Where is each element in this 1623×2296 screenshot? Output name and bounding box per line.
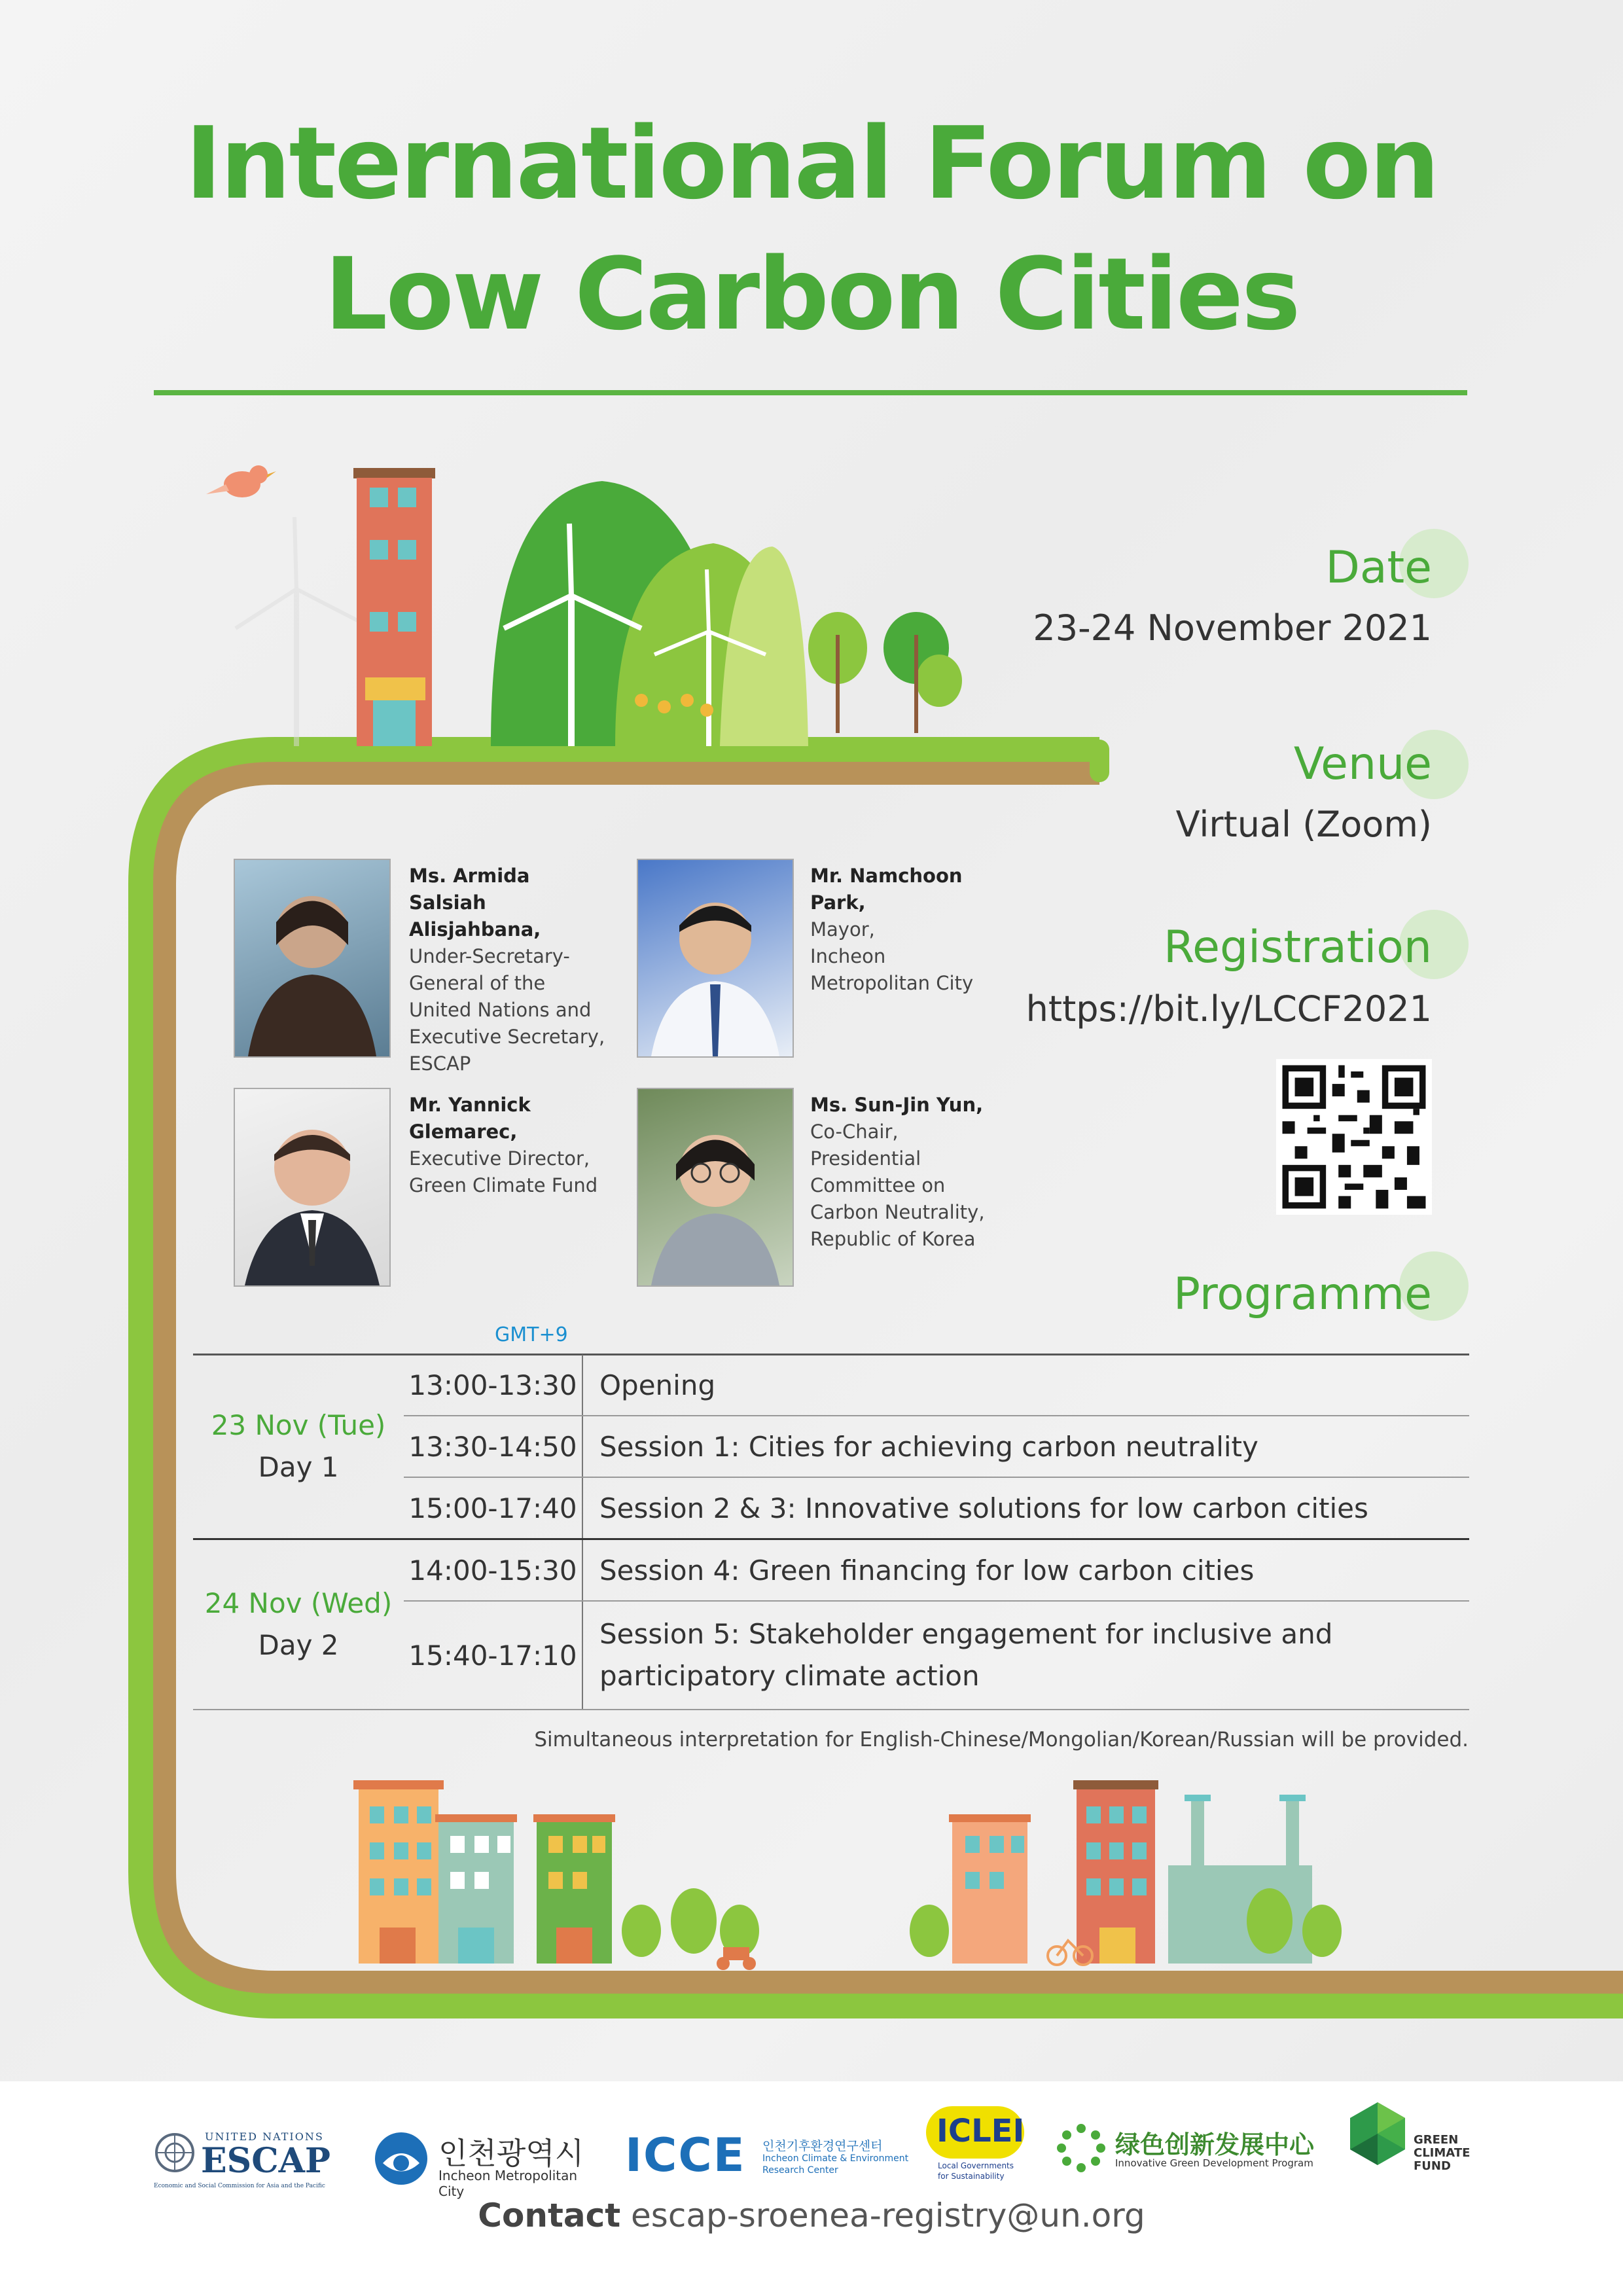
speaker-role: General of the xyxy=(409,972,546,994)
speaker-1-text xyxy=(409,863,605,1077)
speaker-role: United Nations and xyxy=(409,999,592,1021)
speaker-4-text xyxy=(810,1092,1020,1253)
session-time: 13:00-13:30 xyxy=(404,1355,582,1416)
session-title: Session 4: Green financing for low carbon cities xyxy=(582,1539,1469,1602)
venue-value: Virtual (Zoom) xyxy=(1175,804,1432,845)
session-title: Session 2 & 3: Innovative solutions for low carbon cities xyxy=(582,1477,1469,1539)
city-illustration-bottom xyxy=(353,1780,1414,1970)
city-illustration-top xyxy=(196,445,982,746)
tree-icon xyxy=(808,612,962,733)
gcf-globe-icon xyxy=(1345,2101,1410,2166)
speaker-name: Mr. Namchoon Park, xyxy=(810,865,963,914)
speaker-role: Presidential xyxy=(810,1147,921,1170)
timezone-label: GMT+9 xyxy=(495,1323,568,1346)
building-icon xyxy=(353,1780,444,1964)
registration-link[interactable]: https://bit.ly/LCCF2021 xyxy=(1026,988,1432,1030)
speaker-name: Alisjahbana, xyxy=(409,918,541,941)
session-time: 15:40-17:10 xyxy=(404,1601,582,1710)
table-row xyxy=(193,1539,1469,1602)
speaker-role: Mayor, xyxy=(810,918,875,941)
icce-logo-main: ICCE xyxy=(625,2128,746,2182)
speaker-role: Republic of Korea xyxy=(810,1228,976,1250)
iclei-logo-line2: for Sustainability xyxy=(938,2172,1005,2181)
bird-icon xyxy=(206,465,276,497)
gcf-logo-line1: GREEN xyxy=(1414,2133,1459,2147)
session-title: Session 1: Cities for achieving carbon neutrality xyxy=(582,1416,1469,1477)
person-silhouette-icon xyxy=(235,860,389,1056)
escap-logo-top: UNITED NATIONS xyxy=(205,2130,324,2143)
title-divider xyxy=(154,390,1467,395)
igdp-logo-sub: Innovative Green Development Program xyxy=(1115,2157,1313,2169)
day-number: Day 1 xyxy=(258,1451,339,1483)
speaker-role: Carbon Neutrality, xyxy=(810,1201,985,1223)
gcf-logo-line2: CLIMATE xyxy=(1414,2146,1471,2160)
day-date: 24 Nov (Wed) xyxy=(204,1587,393,1619)
contact-email[interactable]: escap-sroenea-registry@un.org xyxy=(631,2197,1145,2234)
programme-table xyxy=(193,1355,1469,1710)
speaker-2-text xyxy=(810,863,1007,997)
gcf-logo-line3: FUND xyxy=(1414,2159,1451,2173)
icce-logo-line2: Incheon Climate & Environment xyxy=(762,2153,909,2164)
icce-logo-line3: Research Center xyxy=(762,2165,838,2176)
contact-line xyxy=(0,2197,1623,2234)
speaker-name: Ms. Sun-Jin Yun, xyxy=(810,1094,984,1116)
contact-label: Contact xyxy=(478,2197,621,2234)
person-silhouette-icon xyxy=(235,1089,389,1285)
registration-label: Registration xyxy=(1163,922,1432,973)
speaker-role: Incheon xyxy=(810,945,886,967)
venue-label: Venue xyxy=(1293,738,1432,790)
speaker-name: Ms. Armida Salsiah xyxy=(409,865,530,914)
title-line-2: Low Carbon Cities xyxy=(324,236,1299,352)
speaker-role: ESCAP xyxy=(409,1052,471,1075)
speaker-role: Executive Secretary, xyxy=(409,1026,605,1048)
speaker-3-text xyxy=(409,1092,605,1199)
table-row xyxy=(193,1355,1469,1416)
building-icon xyxy=(949,1814,1031,1964)
speaker-photo xyxy=(637,1088,794,1287)
speaker-role: Co-Chair, xyxy=(810,1121,899,1143)
iclei-logo-line1: Local Governments xyxy=(938,2161,1014,2170)
speaker-photo xyxy=(234,1088,391,1287)
tree-icon xyxy=(622,1888,759,1957)
incheon-logo-main: 인천광역시 xyxy=(438,2136,584,2171)
day-cell xyxy=(193,1539,404,1710)
programme-label: Programme xyxy=(1173,1268,1432,1320)
speaker-name: Glemarec, xyxy=(409,1121,518,1143)
speaker-photo xyxy=(637,859,794,1058)
session-title: Opening xyxy=(582,1355,1469,1416)
iclei-logo-main: ICLEI xyxy=(936,2113,1025,2149)
building-icon xyxy=(435,1814,517,1964)
speaker-role: Executive Director, xyxy=(409,1147,590,1170)
day-number: Day 2 xyxy=(258,1629,339,1661)
day-date: 23 Nov (Tue) xyxy=(211,1409,386,1441)
igdp-logo-main: 绿色创新发展中心 xyxy=(1115,2130,1315,2159)
speaker-role: Green Climate Fund xyxy=(409,1174,598,1196)
session-time: 14:00-15:30 xyxy=(404,1539,582,1602)
date-value: 23-24 November 2021 xyxy=(1033,607,1432,649)
icce-logo-line1: 인천기후환경연구센터 xyxy=(762,2139,883,2153)
session-time: 13:30-14:50 xyxy=(404,1416,582,1477)
person-silhouette-icon xyxy=(638,1089,793,1285)
session-title: Session 5: Stakeholder engagement for inclusive and participatory climate action xyxy=(582,1601,1469,1710)
interpretation-note: Simultaneous interpretation for English-Chinese/Mongolian/Korean/Russian will be provided. xyxy=(534,1728,1469,1751)
speaker-name: Mr. Yannick xyxy=(409,1094,531,1116)
un-emblem-icon xyxy=(154,2132,196,2174)
date-label: Date xyxy=(1325,542,1432,594)
incheon-logo-sub: Incheon Metropolitan City xyxy=(438,2168,578,2199)
person-silhouette-icon xyxy=(638,860,793,1056)
title-line-1: International Forum on xyxy=(185,105,1438,221)
building-icon xyxy=(353,468,435,746)
iclei-logo xyxy=(926,2106,1031,2185)
session-time: 15:00-17:40 xyxy=(404,1477,582,1539)
speaker-role: Under-Secretary- xyxy=(409,945,570,967)
building-icon xyxy=(533,1814,615,1964)
page-title xyxy=(0,98,1623,360)
incheon-emblem-icon xyxy=(373,2130,429,2187)
qr-code[interactable] xyxy=(1276,1059,1432,1215)
factory-icon xyxy=(1168,1795,1312,1964)
escap-logo-sub: Economic and Social Commission for Asia and the Pacific xyxy=(154,2183,325,2189)
speaker-photo xyxy=(234,859,391,1058)
speaker-role: Metropolitan City xyxy=(810,972,974,994)
windmill-faint-icon xyxy=(236,517,360,746)
speaker-role: Committee on xyxy=(810,1174,946,1196)
day-cell xyxy=(193,1355,404,1539)
escap-logo-main: ESCAP xyxy=(201,2141,331,2181)
building-icon xyxy=(1073,1780,1158,1964)
igdp-emblem-icon xyxy=(1054,2121,1109,2176)
